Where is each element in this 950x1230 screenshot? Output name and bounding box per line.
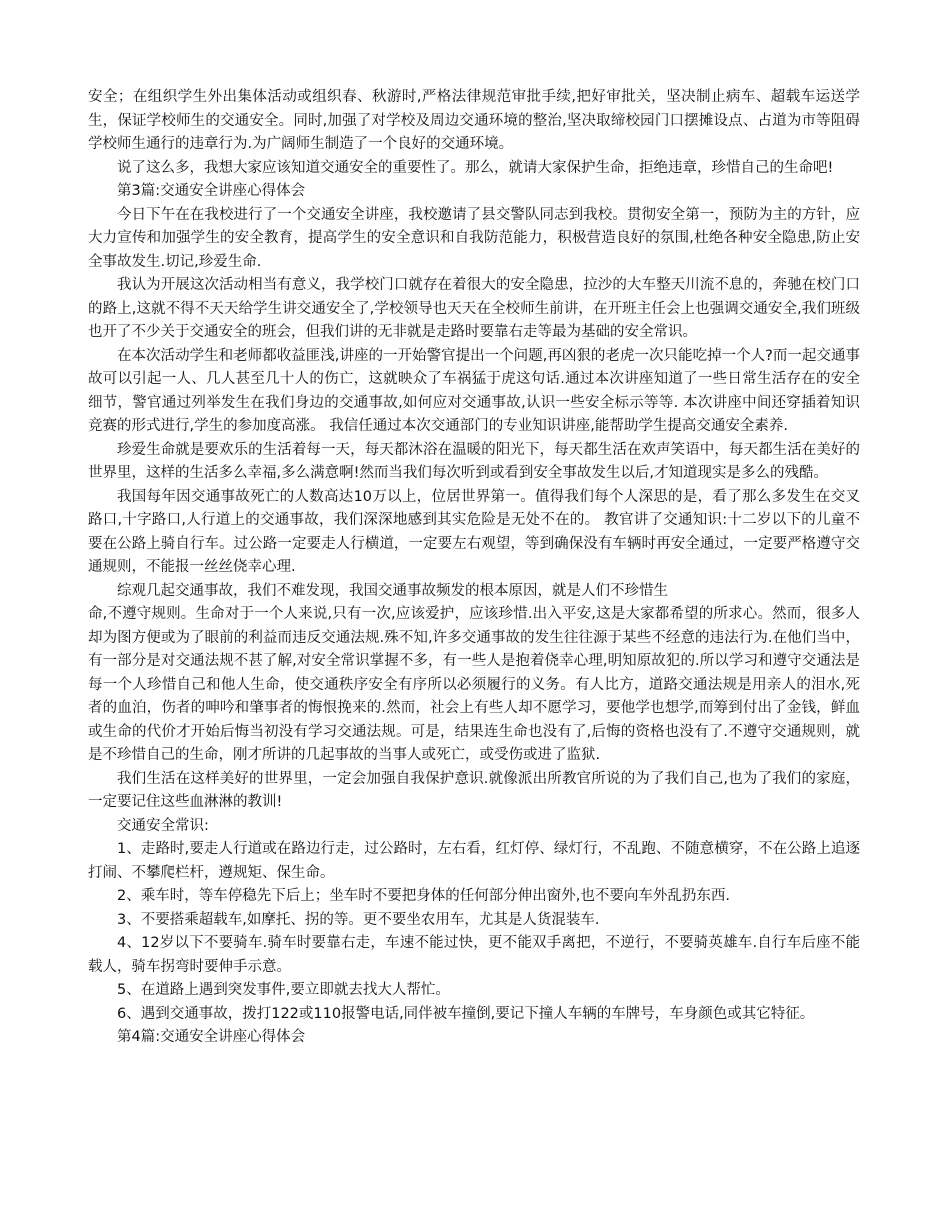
paragraph: 我认为开展这次活动相当有意义，我学校门口就存在着很大的安全隐患，拉沙的大车整天川流不息的，奔驰在校门口的路上,这就不得不天天给学生讲交通安全了,学校领导也天天在全校师生前讲，在开班主任会上也强调交通安全,我们班级也开了不少关于交通安全的班会，但我们讲的无非就是走路时要靠右走等最为基础的安全常识。 <box>88 277 860 340</box>
document-body <box>88 86 860 1050</box>
paragraph-conclusion: 说了这么多，我想大家应该知道交通安全的重要性了。那么，就请大家保护生命，拒绝违章，珍惜自己的生命吧! <box>117 159 834 176</box>
list-item: 1、走路时,要走人行道或在路边行走，过公路时，左右看，红灯停、绿灯行，不乱跑、不随意横穿，不在公路上追逐打闹、不攀爬栏杆，遵规矩、保生命。 <box>88 841 860 881</box>
section-heading-3: 第3篇:交通安全讲座心得体会 <box>117 183 306 199</box>
paragraph: 命,不遵守规则。生命对于一个人来说,只有一次,应该爱护，应该珍惜.出入平安,这是大家都希望的所求心。然而，很多人却为图方便或为了眼前的利益而违反交通法规.殊不知,许多交通事故的发生往往源于某些不经意的违法行为.在他们当中，有一部分是对交通法规不甚了解,对安全常识掌握不多，有一些人是抱着侥幸心理,明知原故犯的.所以学习和遵守交通法是每一个人珍惜自己和他人生命，使交通秩序安全有序所以必须履行的义务。有人比方，道路交通法规是用亲人的泪水,死者的血泊，伤者的呻吟和肇事者的悔恨挽来的.然而，社会上有些人却不愿学习，要他学也想学,而筹到付出了金钱，鲜血或生命的代价才开始后悔当初没有学习交通法规。可是，结果连生命也没有了,后悔的资格也没有了.不遵守交通规则，就是不珍惜自己的生命，刚才所讲的几起事故的当事人或死亡，或受伤或进了监狱. <box>88 606 860 763</box>
list-item: 4、12岁以下不要骑车.骑车时要靠右走，车速不能过快，更不能双手离把，不逆行，不要骑英雄车.自行车后座不能载人，骑车拐弯时要伸手示意。 <box>88 935 860 975</box>
paragraph: 我国每年因交通事故死亡的人数高达10万以上，位居世界第一。值得我们每个人深思的是，看了那么多发生在交叉路口,十字路口,人行道上的交通事故，我们深深地感到其实危险是无处不在的。 教官讲了交通知识:十二岁以下的儿童不要在公路上骑自行车。过公路一定要走人行横道，一定要左右观望，等到确保没有车辆时再安全通过，一定要严格遵守交通规则，不能报一丝丝侥幸心理. <box>88 488 860 575</box>
paragraph-intro-continuation: 安全；在组织学生外出集体活动或组织春、秋游时,严格法律规范审批手续,把好审批关，坚决制止病车、超载车运送学生，保证学校师生的交通安全。同时,加强了对学校及周边交通环境的整治,坚决取缔校园门口摆摊设点、占道为市等阻碍学校师生通行的违章行为.为广阔师生制造了一个良好的交通环境。 <box>88 89 860 152</box>
paragraph: 在本次活动学生和老师都收益匪浅,讲座的一开始警官提出一个问题,再凶狠的老虎一次只能吃掉一个人?而一起交通事故可以引起一人、几人甚至几十人的伤亡，这就映众了车祸猛于虎这句话.通过本次讲座知道了一些日常生活存在的安全细节，警官通过列举发生在我们身边的交通事故,如何应对交通事故,认识一些安全标示等等. 本次讲座中间还穿插着知识竞赛的形式进行,学生的参加度高涨。 我信任通过本次交通部门的专业知识讲座,能帮助学生提高交通安全素养. <box>88 347 860 434</box>
section-heading-4: 第4篇:交通安全讲座心得体会 <box>117 1029 306 1045</box>
list-item: 6、遇到交通事故，拨打122或110报警电话,同伴被车撞倒,要记下撞人车辆的车牌号，车身颜色或其它特征。 <box>117 1005 815 1022</box>
list-item: 3、不要搭乘超载车,如摩托、拐的等。更不要坐农用车，尤其是人货混装车. <box>117 911 600 928</box>
paragraph: 今日下午在在我校进行了一个交通安全讲座，我校邀请了县交警队同志到我校。贯彻安全第一，预防为主的方针，应大力宣传和加强学生的安全教育，提高学生的安全意识和自我防范能力，积极营造良好的氛围,杜绝各种安全隐患,防止安全事故发生.切记,珍爱生命. <box>88 206 860 270</box>
paragraph: 我们生活在这样美好的世界里，一定会加强自我保护意识.就像派出所教官所说的为了我们自己,也为了我们的家庭，一定要记住这些血淋淋的教训! <box>88 770 860 810</box>
list-heading: 交通安全常识: <box>117 817 209 834</box>
paragraph: 综观几起交通事故，我们不难发现，我国交通事故频发的根本原因，就是人们不珍惜生 <box>117 582 668 599</box>
paragraph: 珍爱生命就是要欢乐的生活着每一天，每天都沐浴在温暖的阳光下，每天都生活在欢声笑语中，每天都生活在美好的世界里，这样的生活多么幸福,多么满意啊!然而当我们每次听到或看到安全事故发生以后,才知道现实是多么的残酷。 <box>88 441 860 481</box>
list-item: 5、在道路上遇到突发事件,要立即就去找大人帮忙。 <box>117 982 450 998</box>
list-item: 2、乘车时，等车停稳先下后上；坐车时不要把身体的任何部分伸出窗外,也不要向车外乱扔东西. <box>117 888 730 904</box>
